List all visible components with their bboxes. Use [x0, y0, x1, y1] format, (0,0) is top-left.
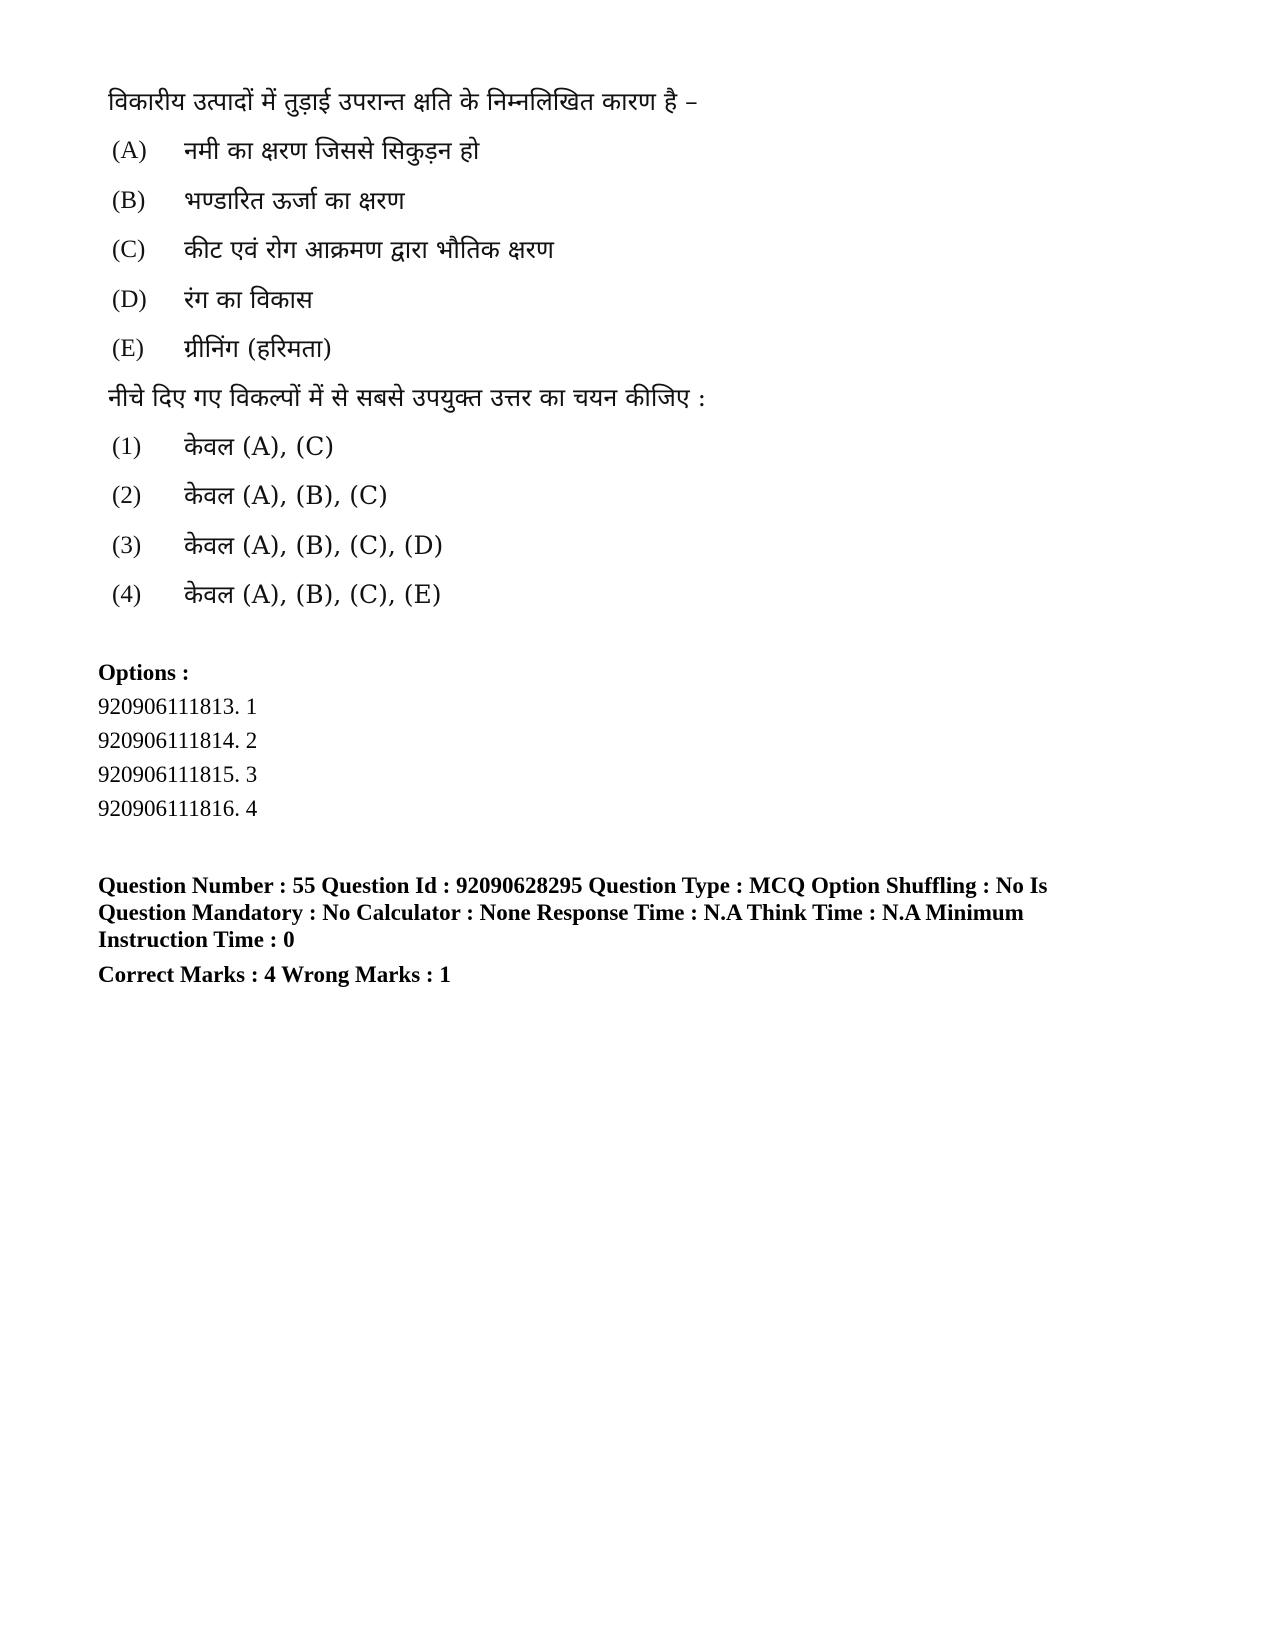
statement-text: रंग का विकास — [184, 284, 313, 314]
question-instruction: नीचे दिए गए विकल्पों में से सबसे उपयुक्त उत्तर का चयन कीजिए : — [108, 382, 707, 412]
meta-line: Instruction Time : 0 — [98, 927, 295, 952]
statement-row — [108, 324, 748, 374]
marks-line: Correct Marks : 4 Wrong Marks : 1 — [98, 962, 451, 987]
statement-key: (C) — [112, 236, 146, 263]
question-meta — [98, 872, 1178, 988]
options-block — [98, 656, 257, 826]
choice-row — [108, 471, 748, 521]
options-heading: Options : — [98, 660, 190, 685]
statement-text: कीट एवं रोग आक्रमण द्वारा भौतिक क्षरण — [184, 235, 554, 264]
statement-key: (B) — [112, 186, 146, 214]
meta-line: Question Number : 55 Question Id : 92090628295 Question Type : MCQ Option Shuffling : No Is — [98, 873, 1048, 898]
statement-row — [108, 126, 748, 176]
choice-text: केवल (A), (C) — [184, 431, 335, 461]
choice-text: केवल (A), (B), (C) — [184, 481, 388, 510]
choice-row — [108, 570, 748, 620]
statement-text: ग्रीनिंग (हरिमता) — [184, 334, 333, 363]
option-item: 920906111814. 2 — [98, 728, 258, 753]
choice-key: (3) — [112, 531, 142, 559]
choice-row — [108, 521, 748, 571]
choice-key: (1) — [112, 432, 142, 460]
statement-text: भण्डारित ऊर्जा का क्षरण — [184, 185, 405, 215]
statement-row — [108, 275, 748, 325]
question-image — [108, 78, 748, 620]
question-stem: विकारीय उत्पादों में तुड़ाई उपरान्त क्षति के निम्नलिखित कारण है – — [108, 87, 698, 116]
statement-row — [108, 225, 748, 275]
choice-row — [108, 422, 748, 472]
choice-key: (4) — [112, 581, 142, 608]
statement-key: (E) — [112, 335, 144, 362]
meta-line: Question Mandatory : No Calculator : None Response Time : N.A Think Time : N.A Minimum — [98, 900, 1024, 925]
statement-text: नमी का क्षरण जिससे सिकुड़न हो — [184, 136, 480, 165]
statement-row — [108, 176, 748, 226]
statement-key: (A) — [112, 137, 147, 164]
statement-key: (D) — [112, 285, 147, 313]
option-item: 920906111816. 4 — [98, 796, 258, 821]
option-item: 920906111815. 3 — [98, 762, 258, 787]
option-item: 920906111813. 1 — [98, 694, 258, 719]
choice-text: केवल (A), (B), (C), (E) — [184, 580, 442, 609]
choice-key: (2) — [112, 482, 142, 509]
choice-text: केवल (A), (B), (C), (D) — [184, 530, 444, 560]
